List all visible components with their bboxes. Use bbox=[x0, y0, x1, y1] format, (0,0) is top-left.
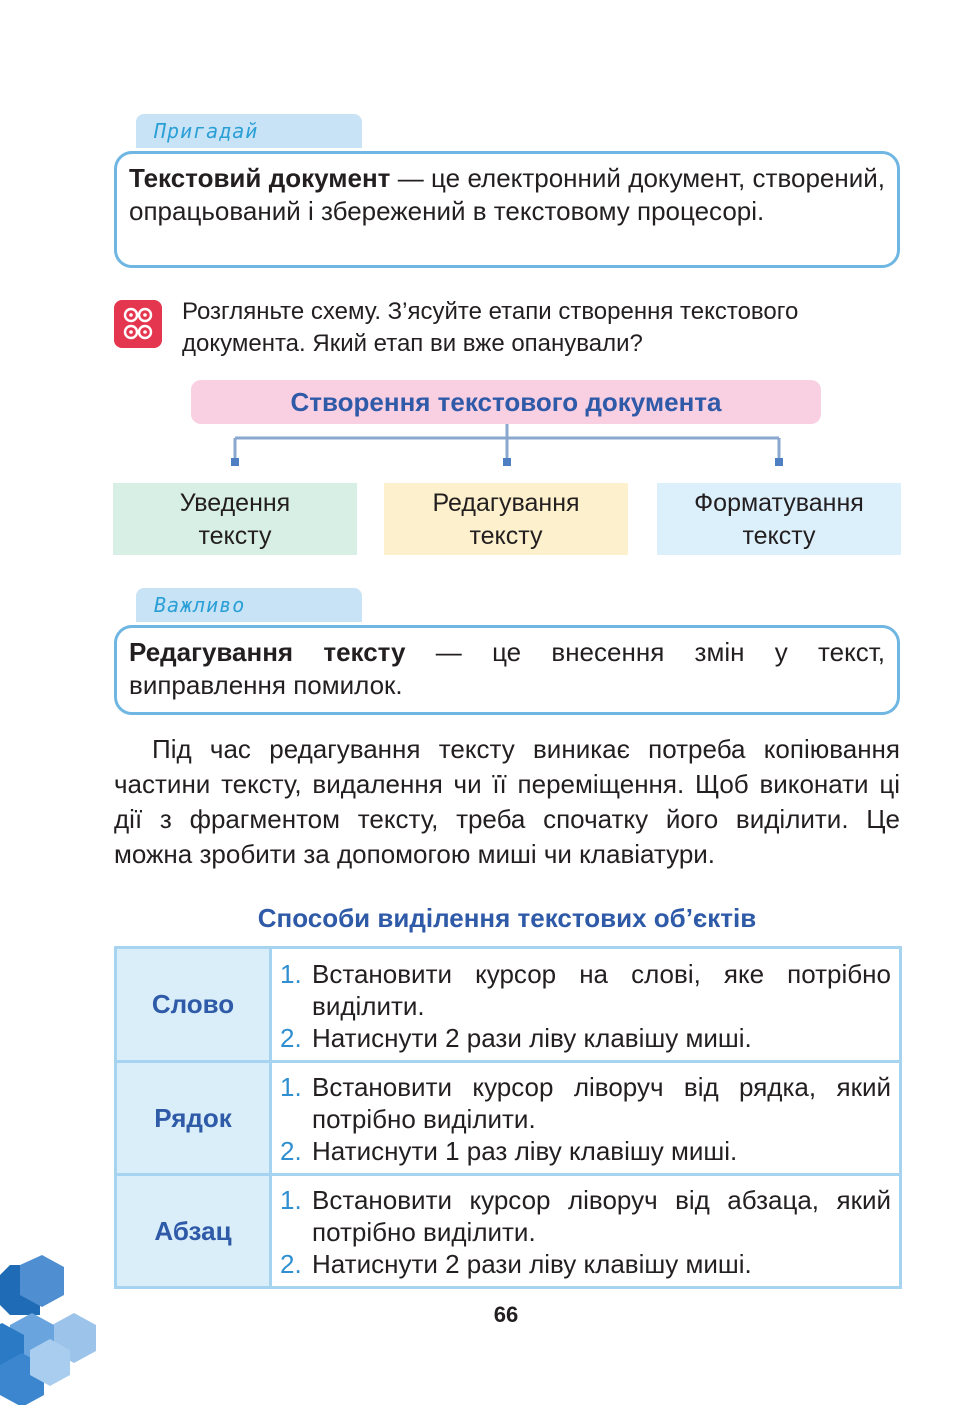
row-steps bbox=[271, 1062, 901, 1175]
step-item bbox=[280, 1248, 891, 1280]
row-object: Слово bbox=[116, 948, 271, 1062]
step-number: 1. bbox=[280, 1185, 302, 1215]
important-definition: — це внесення змін у текст, виправлення помилок. bbox=[129, 637, 885, 700]
stage-formatting bbox=[657, 483, 901, 555]
step-item bbox=[280, 1071, 891, 1135]
selection-methods-table bbox=[114, 946, 902, 1289]
stage-line1: Форматування bbox=[694, 489, 864, 517]
step-item bbox=[280, 1022, 891, 1054]
table-row bbox=[116, 1175, 901, 1288]
remember-definition-box bbox=[114, 151, 900, 268]
stage-editing bbox=[384, 483, 628, 555]
stage-line2: тексту bbox=[742, 522, 816, 550]
step-text: Встановити курсор ліворуч від рядка, який потрібно виділити. bbox=[312, 1072, 891, 1134]
row-object: Рядок bbox=[116, 1062, 271, 1175]
paragraph-text: Під час редагування тексту виникає потреба копіювання частини тексту, видалення чи її переміщення. Щоб виконати ці дії з фрагментом тексту, треба спочатку його виділити. Це можна зробити за допомогою миші чи клавіатури. bbox=[114, 734, 900, 869]
step-text: Натиснути 2 рази ліву клавішу миші. bbox=[312, 1022, 752, 1053]
step-text: Встановити курсор ліворуч від абзаца, який потрібно виділити. bbox=[312, 1185, 891, 1247]
table-title: Способи виділення текстових об’єктів bbox=[257, 903, 757, 933]
step-number: 2. bbox=[280, 1249, 302, 1279]
step-text: Натиснути 2 рази ліву клавішу миші. bbox=[312, 1249, 752, 1279]
stage-line2: тексту bbox=[469, 522, 543, 550]
step-item bbox=[280, 1184, 891, 1248]
step-number: 1. bbox=[280, 1072, 302, 1102]
stage-line1: Редагування bbox=[432, 489, 580, 517]
step-item bbox=[280, 958, 891, 1022]
step-item bbox=[280, 1135, 891, 1167]
page-number: 66 bbox=[493, 1302, 519, 1327]
task-block bbox=[114, 300, 900, 360]
important-term: Редагування тексту bbox=[129, 637, 406, 667]
scheme-connectors bbox=[0, 424, 980, 474]
stage-input bbox=[113, 483, 357, 555]
remember-term: Текстовий документ bbox=[129, 163, 391, 193]
row-object: Абзац bbox=[116, 1175, 271, 1288]
task-text: Розгляньте схему. З’ясуйте етапи створення текстового документа. Який етап ви вже опанували? bbox=[182, 298, 799, 357]
important-tag: Важливо bbox=[136, 588, 362, 622]
table-row bbox=[116, 1062, 901, 1175]
table-row bbox=[116, 948, 901, 1062]
step-text: Встановити курсор на слові, яке потрібно виділити. bbox=[312, 958, 891, 1021]
stage-line1: Уведення bbox=[179, 489, 291, 517]
step-number: 2. bbox=[280, 1022, 302, 1053]
important-definition-box bbox=[114, 625, 900, 715]
step-number: 1. bbox=[280, 958, 302, 989]
remember-definition: — це електронний документ, створений, опрацьований і збережений в текстовому процесорі. bbox=[129, 163, 885, 226]
stage-line2: тексту bbox=[198, 522, 272, 550]
remember-tag: Пригадай bbox=[136, 114, 362, 148]
step-text: Натиснути 1 раз ліву клавішу миші. bbox=[312, 1136, 738, 1166]
hexagon-decoration-icon bbox=[0, 1255, 110, 1405]
task-icon bbox=[114, 300, 162, 348]
scheme-title: Створення текстового документа bbox=[191, 380, 821, 424]
row-steps bbox=[271, 1175, 901, 1288]
step-number: 2. bbox=[280, 1136, 302, 1166]
row-steps bbox=[271, 948, 901, 1062]
body-paragraph bbox=[114, 732, 900, 872]
